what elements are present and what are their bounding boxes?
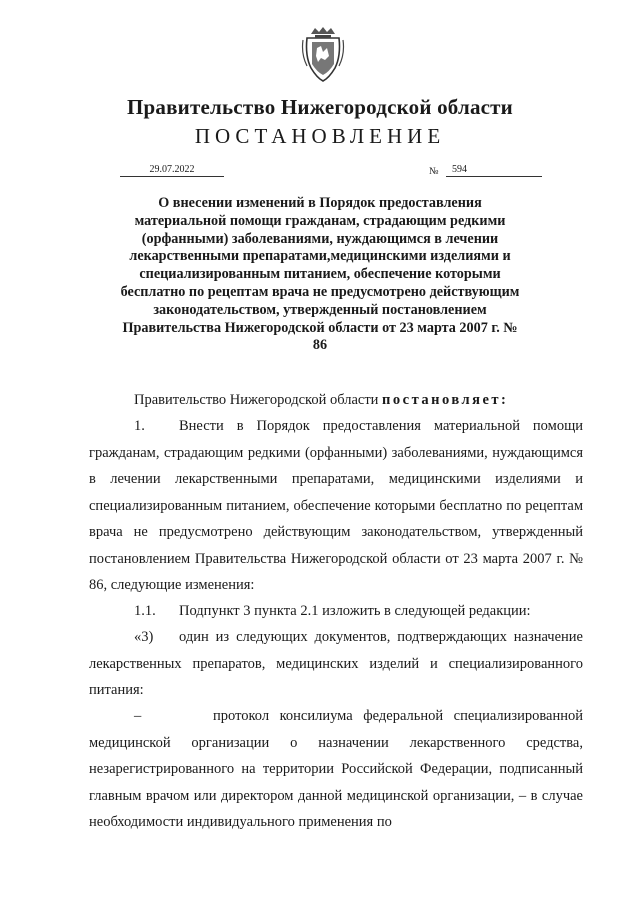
paragraph-1-1-number: 1.1.	[134, 603, 156, 619]
coat-of-arms-icon	[301, 26, 345, 82]
paragraph-1-1	[89, 598, 583, 625]
paragraph-1-number: 1.	[134, 418, 145, 434]
document-subject: О внесении изменений в Порядок предоставления материальной помощи гражданам, страдающим редкими (орфанными) заболеваниями, нуждающимся в лечении лекарственными препаратами,медицинскими изделиями и специализированным питанием, обеспечение которыми бесплатно по рецептам врача не предусмотрено действующим законодательством, утвержденный постановлением Правительства Нижегородской области от 23 марта 2007 г. № 86	[120, 195, 520, 354]
document-type: ПОСТАНОВЛЕНИЕ	[194, 124, 446, 148]
dash-item	[89, 703, 583, 836]
dash-item-marker: –	[134, 708, 142, 724]
subparagraph-3-number: «3)	[134, 629, 154, 645]
number-label: №	[429, 166, 439, 177]
document-number: 594	[446, 163, 542, 177]
subparagraph-3-text: один из следующих документов, подтверждающих назначение лекарственных препаратов, медицинских изделий и специализированного питания:	[89, 629, 583, 698]
intro-bold: постановляет:	[382, 392, 509, 408]
paragraph-1	[89, 413, 583, 599]
document-date: 29.07.2022	[120, 163, 224, 177]
government-title: Правительство Нижегородской области	[127, 95, 513, 119]
subparagraph-3	[89, 624, 583, 704]
intro-text: Правительство Нижегородской области	[134, 392, 383, 408]
paragraph-1-1-text: Подпункт 3 пункта 2.1 изложить в следующей редакции:	[179, 603, 531, 619]
dash-item-text: протокол консилиума федеральной специализированной медицинской организации о назначении лекарственного средства, незарегистрированного на территории Российской Федерации, подписанный главным врачом или директором данной медицинской организации, – в случае необходимости индивидуального применения по	[89, 708, 583, 830]
paragraph-1-text: Внести в Порядок предоставления материальной помощи гражданам, страдающим редкими (орфанными) заболеваниями, нуждающимся в лечении лекарственными препаратами, медицинскими изделиями и специализированным питанием, обеспечение которыми бесплатно по рецептам врача не предусмотрено действующим законодательством, утвержденный постановлением Правительства Нижегородской области от 23 марта 2007 г. № 86, следующие изменения:	[89, 418, 583, 593]
intro-paragraph	[89, 387, 583, 414]
